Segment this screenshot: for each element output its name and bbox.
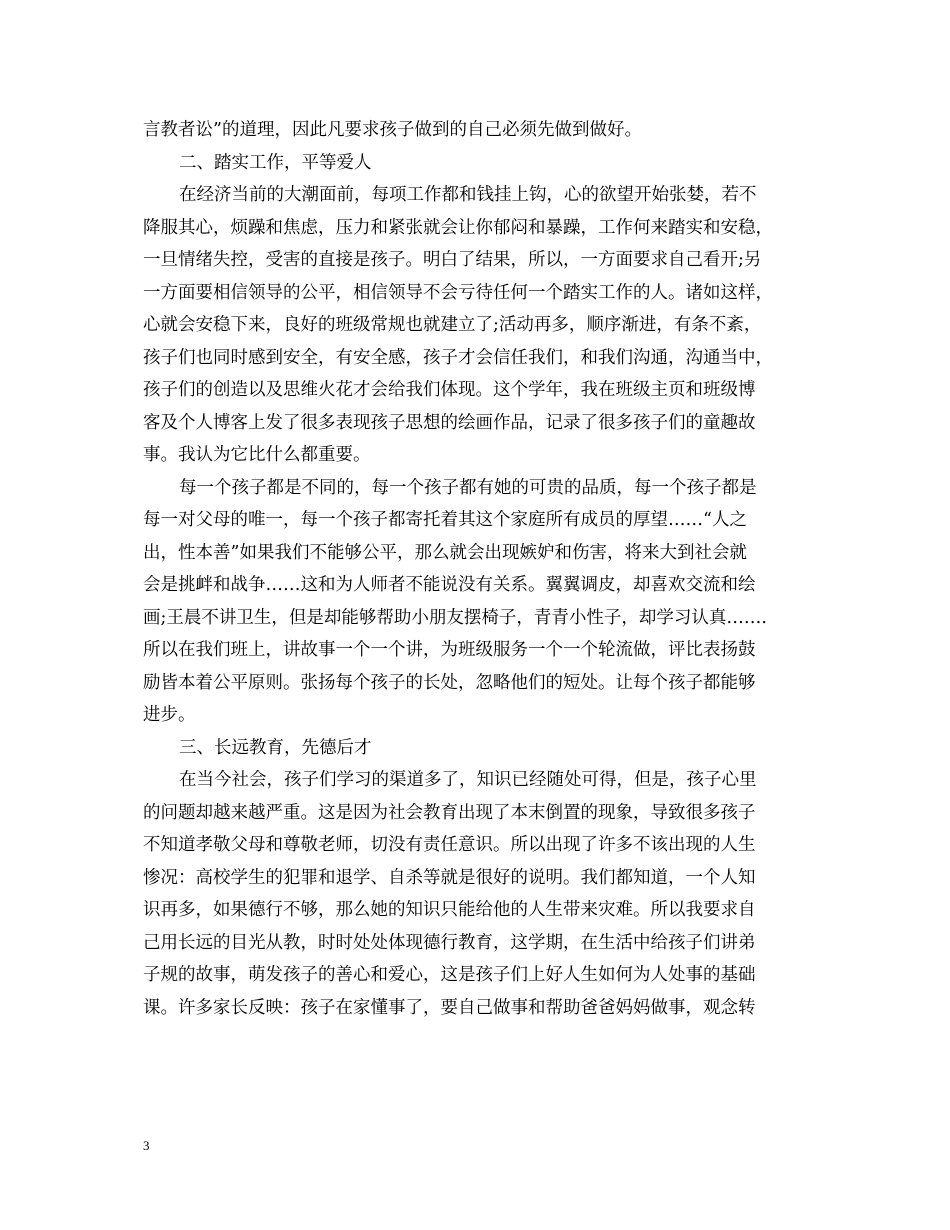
text-line: 的问题却越来越严重。这是因为社会教育出现了本末倒置的现象，导致很多孩子	[143, 802, 756, 823]
text-line: 孩子们也同时感到安全，有安全感，孩子才会信任我们，和我们沟通，沟通当中，	[143, 347, 773, 368]
text-line: 每一对父母的唯一，每一个孩子都寄托着其这个家庭所有成员的厚望……“人之	[143, 510, 747, 530]
text-line: 出，性本善”如果我们不能够公平，那么就会出现嫉妒和伤害，将来大到社会就	[143, 542, 747, 563]
text-line: 子规的故事，萌发孩子的善心和爱心，这是孩子们上好人生如何为人处事的基础	[143, 965, 756, 985]
text-line: 孩子们的创造以及思维火花才会给我们体现。这个学年，我在班级主页和班级博	[143, 380, 756, 400]
text-line: 言教者讼”的道理，因此凡要求孩子做到的自己必须先做到做好。	[143, 120, 642, 140]
text-line: 己用长远的目光从教，时时处处体现德行教育，这学期，在生活中给孩子们讲弟	[143, 932, 756, 953]
text-line: 三、长远教育，先德后才	[179, 737, 372, 758]
text-line: 画;王晨不讲卫生，但是却能够帮助小朋友摆椅子，青青小性子，却学习认真…….	[143, 607, 767, 628]
text-line: 课。许多家长反映：孩子在家懂事了，要自己做事和帮助爸爸妈妈做事，观念转	[143, 997, 756, 1018]
text-line: 进步。	[143, 705, 196, 725]
text-line: 惨况：高校学生的犯罪和退学、自杀等就是很好的说明。我们都知道，一个人知	[143, 867, 756, 888]
text-line: 二、踏实工作，平等爱人	[179, 152, 372, 173]
text-line: 励皆本着公平原则。张扬每个孩子的长处，忽略他们的短处。让每个孩子都能够	[143, 672, 756, 693]
text-line: 一旦情绪失控，受害的直接是孩子。明白了结果，所以，一方面要求自己看开;另	[143, 250, 762, 270]
document-body	[143, 114, 811, 1024]
text-line: 识再多，如果德行不够，那么她的知识只能给他的人生带来灾难。所以我要求自	[143, 900, 756, 920]
text-line: 所以在我们班上，讲故事一个一个讲，为班级服务一个一个轮流做，评比表扬鼓	[143, 640, 756, 660]
text-line: 心就会安稳下来，良好的班级常规也就建立了;活动再多，顺序渐进，有条不紊，	[143, 315, 762, 335]
text-line: 客及个人博客上发了很多表现孩子思想的绘画作品，记录了很多孩子们的童趣故	[143, 412, 756, 433]
text-line: 在经济当前的大潮面前，每项工作都和钱挂上钩，心的欲望开始张婪，若不	[179, 185, 757, 205]
page-number: 3	[143, 1138, 150, 1153]
text-line: 不知道孝敬父母和尊敬老师，切没有责任意识。所以出现了许多不该出现的人生	[143, 835, 756, 855]
text-line: 会是挑衅和战争……这和为人师者不能说没有关系。翼翼调皮，却喜欢交流和绘	[143, 575, 756, 595]
text-line: 在当今社会，孩子们学习的渠道多了，知识已经随处可得，但是，孩子心里	[179, 770, 757, 790]
text-line: 每一个孩子都是不同的，每一个孩子都有她的可贵的品质，每一个孩子都是	[179, 477, 757, 498]
text-line: 一方面要相信领导的公平，相信领导不会亏待任何一个踏实工作的人。诸如这样，	[143, 282, 773, 303]
text-line: 事。我认为它比什么都重要。	[143, 445, 371, 465]
text-line: 降服其心，烦躁和焦虑，压力和紧张就会让你郁闷和暴躁，工作何来踏实和安稳，	[143, 217, 773, 238]
